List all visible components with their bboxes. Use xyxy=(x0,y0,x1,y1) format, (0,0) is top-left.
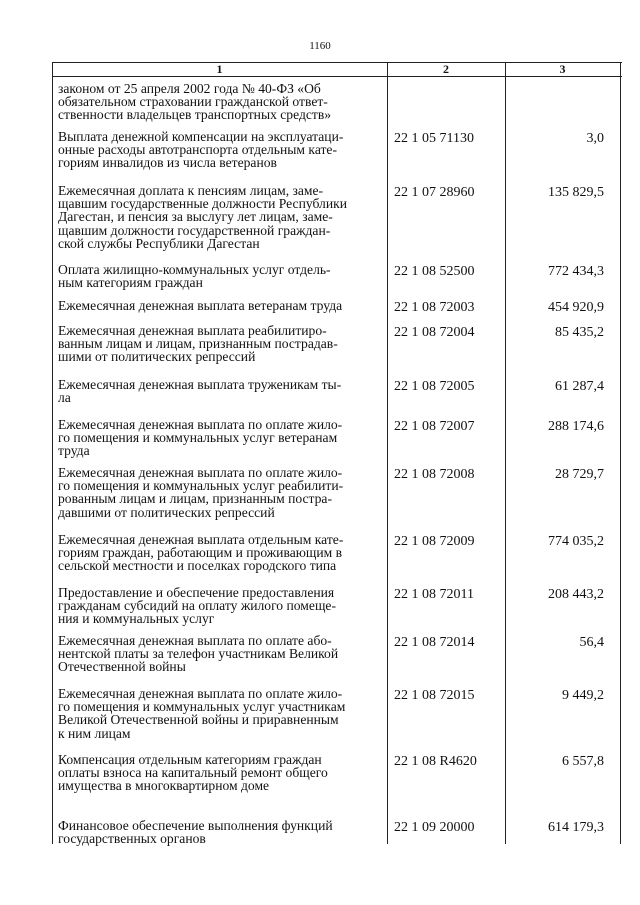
description-line: Компенсация отдельным категориям граждан xyxy=(58,752,322,767)
row-amount: 774 035,2 xyxy=(548,534,604,549)
row-description xyxy=(58,263,386,289)
row-code: 22 1 07 28960 xyxy=(394,185,475,200)
row-amount: 85 435,2 xyxy=(555,325,604,340)
row-amount: 288 174,6 xyxy=(548,419,604,434)
description-line: шими от политических репрессий xyxy=(58,349,256,365)
row-code: 22 1 08 R4620 xyxy=(394,754,477,769)
description-line: ской службы Республики Дагестан xyxy=(58,235,260,251)
row-amount: 56,4 xyxy=(579,635,604,650)
header-bottom-rule xyxy=(52,76,622,77)
row-code: 22 1 08 72014 xyxy=(394,635,475,650)
row-description xyxy=(58,466,386,519)
column-header-3: 3 xyxy=(559,62,566,76)
row-description xyxy=(58,324,386,364)
description-line: Выплата денежной компенсации на эксплуатаци- xyxy=(58,129,344,144)
row-code: 22 1 08 72009 xyxy=(394,534,475,549)
row-description xyxy=(58,753,386,793)
row-description xyxy=(58,687,386,740)
row-description xyxy=(58,586,386,626)
row-amount: 3,0 xyxy=(586,131,604,146)
description-line: Ежемесячная денежная выплата ветеранам труда xyxy=(58,298,343,313)
page-number: 1160 xyxy=(309,40,331,52)
row-description xyxy=(58,418,386,458)
row-description xyxy=(58,184,386,250)
description-line: го помещения и коммунальных услуг участникам xyxy=(58,699,346,715)
description-line: имущества в многоквартирном доме xyxy=(58,778,270,794)
description-line: Ежемесячная денежная выплата реабилитиро- xyxy=(58,323,327,338)
description-line: гориям граждан, работающим и проживающим в xyxy=(58,545,343,561)
description-line: онные расходы автотранспорта отдельным кате- xyxy=(58,142,337,158)
description-line: Ежемесячная денежная выплата по оплате жило- xyxy=(58,686,343,701)
description-line: ванным лицам и лицам, признанным пострадав- xyxy=(58,336,338,352)
description-line: ния и коммунальных услуг xyxy=(58,611,215,627)
column-header-1: 1 xyxy=(216,62,223,76)
description-line: законом от 25 апреля 2002 года № 40-ФЗ «Об xyxy=(58,81,321,96)
row-description xyxy=(58,634,386,674)
description-line: ла xyxy=(58,390,71,406)
description-line: го помещения и коммунальных услуг ветеранам xyxy=(58,430,338,446)
row-description xyxy=(58,299,386,312)
description-line: Ежемесячная денежная выплата отдельным кате- xyxy=(58,532,344,547)
description-line: Великой Отечественной войны и приравненным xyxy=(58,712,339,728)
description-line: Ежемесячная денежная выплата по оплате або- xyxy=(58,633,332,648)
description-line: Оплата жилищно-коммунальных услуг отдель- xyxy=(58,262,331,277)
table-right-border xyxy=(620,62,621,844)
row-description xyxy=(58,819,386,845)
row-description xyxy=(58,533,386,573)
row-description xyxy=(58,378,386,404)
description-line: государственных органов xyxy=(58,831,206,847)
description-line: щавшим должности государственной граждан- xyxy=(58,222,331,238)
row-description xyxy=(58,82,386,122)
description-line: нентской платы за телефон участникам Великой xyxy=(58,646,339,662)
row-amount: 454 920,9 xyxy=(548,300,604,315)
description-line: к ним лицам xyxy=(58,725,131,741)
description-line: Ежемесячная денежная выплата по оплате жило- xyxy=(58,465,343,480)
description-line: гориям инвалидов из числа ветеранов xyxy=(58,155,277,171)
description-line: Дагестан, и пенсия за выслугу лет лицам, заме- xyxy=(58,209,333,225)
column-divider-1 xyxy=(387,62,388,844)
row-code: 22 1 05 71130 xyxy=(394,131,474,146)
column-divider-2 xyxy=(505,62,506,844)
row-code: 22 1 08 72011 xyxy=(394,587,474,602)
description-line: Ежемесячная доплата к пенсиям лицам, заме- xyxy=(58,183,324,198)
row-amount: 28 729,7 xyxy=(555,467,604,482)
description-line: Предоставление и обеспечение предоставления xyxy=(58,585,335,600)
description-line: гражданам субсидий на оплату жилого помеще- xyxy=(58,598,336,614)
row-amount: 9 449,2 xyxy=(562,688,604,703)
description-line: обязательном страховании гражданской ответ- xyxy=(58,94,328,110)
description-line: ственности владельцев транспортных средств» xyxy=(58,107,332,123)
description-line: сельской местности и поселках городского типа xyxy=(58,558,337,574)
row-description xyxy=(58,130,386,170)
description-line: Ежемесячная денежная выплата по оплате жило- xyxy=(58,417,343,432)
row-code: 22 1 09 20000 xyxy=(394,820,475,835)
table-left-border xyxy=(52,62,53,844)
row-amount: 135 829,5 xyxy=(548,185,604,200)
row-amount: 772 434,3 xyxy=(548,264,604,279)
row-code: 22 1 08 72003 xyxy=(394,300,475,315)
description-line: Ежемесячная денежная выплата труженикам ты- xyxy=(58,377,342,392)
description-line: Отечественной войны xyxy=(58,659,186,675)
row-amount: 6 557,8 xyxy=(562,754,604,769)
description-line: рованным лицам и лицам, признанным постра- xyxy=(58,491,332,507)
description-line: труда xyxy=(58,443,90,459)
column-header-2: 2 xyxy=(443,62,449,76)
row-code: 22 1 08 72005 xyxy=(394,379,475,394)
budget-table xyxy=(52,62,622,847)
description-line: го помещения и коммунальных услуг реабилити- xyxy=(58,478,344,494)
description-line: оплаты взноса на капитальный ремонт общего xyxy=(58,765,328,781)
row-code: 22 1 08 72004 xyxy=(394,325,475,340)
row-amount: 208 443,2 xyxy=(548,587,604,602)
description-line: давшими от политических репрессий xyxy=(58,504,275,520)
row-amount: 61 287,4 xyxy=(555,379,604,394)
description-line: ным категориям граждан xyxy=(58,275,203,291)
description-line: щавшим государственные должности Республики xyxy=(58,196,347,212)
description-line: Финансовое обеспечение выполнения функций xyxy=(58,818,333,833)
row-code: 22 1 08 52500 xyxy=(394,264,475,279)
row-amount: 614 179,3 xyxy=(548,820,604,835)
row-code: 22 1 08 72008 xyxy=(394,467,475,482)
row-code: 22 1 08 72007 xyxy=(394,419,475,434)
row-code: 22 1 08 72015 xyxy=(394,688,475,703)
